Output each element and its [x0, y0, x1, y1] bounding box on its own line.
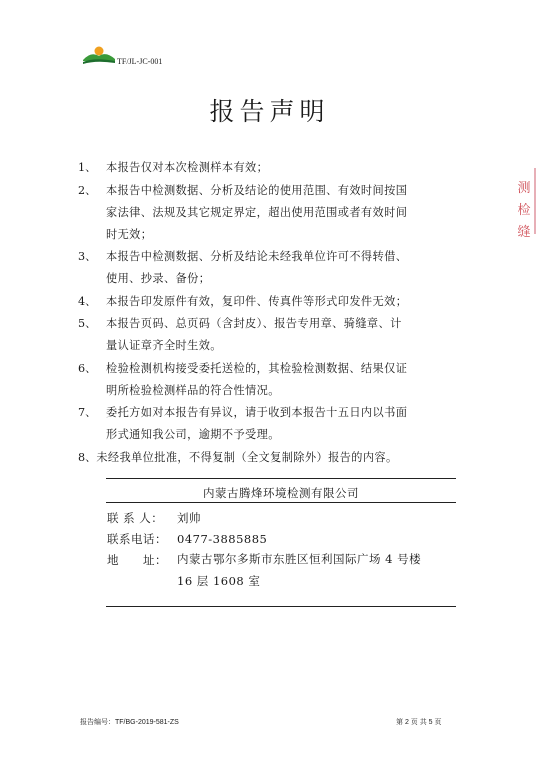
divider-bottom [106, 606, 456, 607]
stamp-fragment-bottom: 缝 [517, 225, 531, 240]
item-line: 本报告印发原件有效，复印件、传真件等形式印发件无效； [106, 294, 408, 308]
item-number: 6、 [78, 361, 97, 375]
page-number: 第 2 页 共 5 页 [396, 719, 442, 726]
address-value [177, 548, 467, 592]
contact-phone-row [107, 531, 267, 547]
statement-item [78, 358, 470, 402]
item-line: 未经我单位批准，不得复制（全文复制除外）报告的内容。 [96, 450, 398, 464]
item-line: 使用、抄录、备份； [106, 272, 211, 285]
mountain-sun-logo-icon [82, 42, 116, 66]
statement-item [78, 447, 470, 469]
contact-label: 联 系 人： [107, 511, 164, 525]
address-label-row [107, 552, 177, 568]
address-line: 内蒙古鄂尔多斯市东胜区恒利国际广场 4 号楼 [177, 552, 422, 566]
item-number: 3、 [78, 250, 97, 263]
seam-stamp [512, 178, 536, 240]
item-number: 8、 [78, 450, 97, 464]
contact-person-row [107, 510, 201, 526]
statement-item [78, 402, 470, 446]
phone-label: 联系电话： [107, 532, 167, 546]
item-number: 1、 [78, 161, 97, 174]
form-code: TF/JL-JC-001 [117, 57, 163, 66]
item-line: 本报告页码、总页码（含封皮）、报告专用章、骑缝章、计 [106, 317, 402, 330]
phone-value: 0477-3885885 [177, 532, 268, 546]
divider-company [106, 502, 456, 503]
statement-item [78, 180, 470, 246]
item-number: 5、 [78, 317, 97, 330]
statement-item [78, 157, 470, 179]
report-number: 报告编号：TF/BG-2019-581-ZS [80, 719, 179, 726]
item-line: 家法律、法规及其它规定界定，超出使用范围或者有效时间 [106, 205, 408, 219]
stamp-fragment-top: 测检 [517, 181, 531, 218]
stamp-edge [534, 168, 536, 234]
item-line: 检验检测机构接受委托送检的，其检验检测数据、结果仅证 [106, 361, 408, 375]
statement-item [78, 313, 470, 357]
statement-item [78, 291, 470, 313]
item-number: 2、 [78, 183, 97, 197]
item-line: 本报告中检测数据、分析及结论的使用范围、有效时间按国 [106, 183, 408, 197]
page-title: 报告声明 [209, 97, 330, 126]
item-line: 时无效； [106, 227, 153, 241]
item-number: 4、 [78, 294, 97, 308]
item-line: 形式通知我公司，逾期不予受理。 [106, 428, 280, 441]
item-line: 量认证章齐全时生效。 [106, 339, 222, 352]
item-line: 本报告中检测数据、分析及结论未经我单位许可不得转借、 [106, 250, 408, 263]
item-line: 明所检验检测样品的符合性情况。 [106, 383, 280, 397]
item-number: 7、 [78, 406, 97, 419]
divider-top [106, 478, 456, 479]
item-line: 委托方如对本报告有异议，请于收到本报告十五日内以书面 [106, 406, 408, 419]
company-name: 内蒙古腾烽环境检测有限公司 [203, 486, 359, 500]
address-line: 16 层 1608 室 [177, 574, 261, 588]
contact-value: 刘帅 [177, 511, 201, 525]
address-label: 地 址： [107, 553, 167, 567]
statement-item [78, 246, 470, 290]
statement-list [78, 157, 470, 469]
item-line: 本报告仅对本次检测样本有效； [106, 161, 269, 174]
